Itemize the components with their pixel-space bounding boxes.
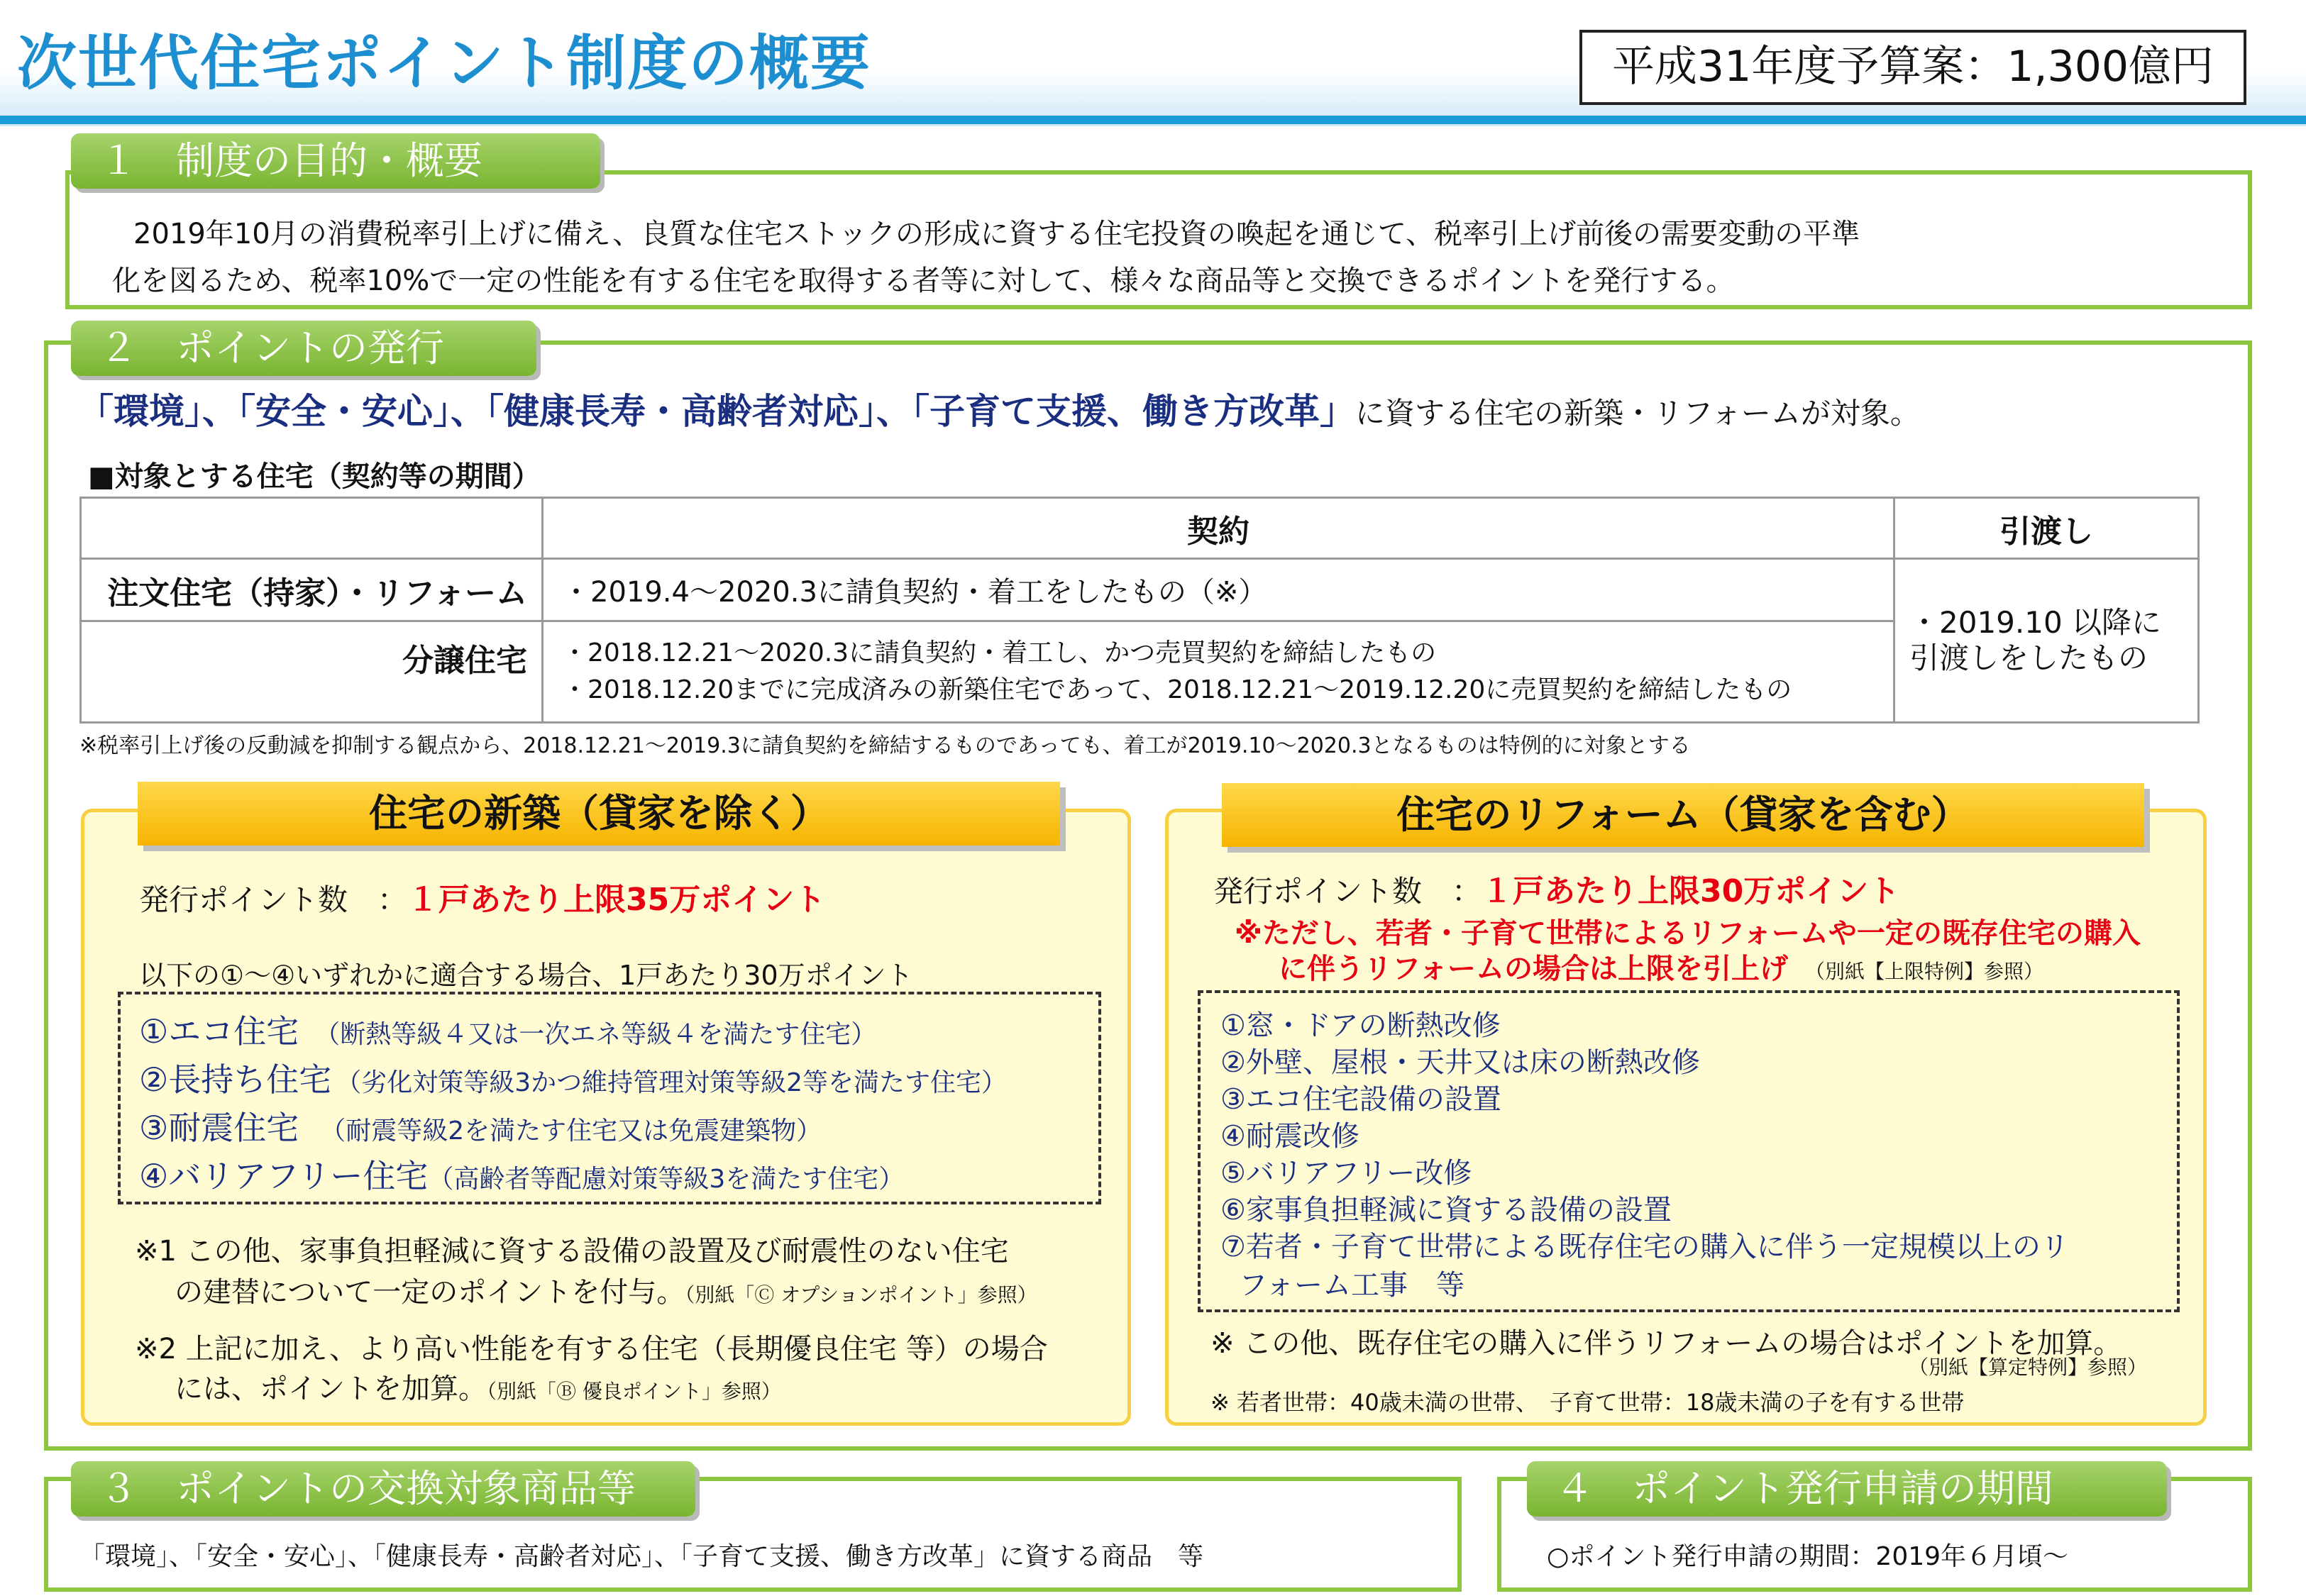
table-heading: ■対象とする住宅（契約等の期間） [88, 460, 541, 493]
section-3-text: 「環境」、「安全・安心」、「健康長寿・高齢者対応」、「子育て支援、働き方改革」に資する商品 等 [79, 1542, 1204, 1571]
section-1-text-line-1: 2019年10月の消費税率引上げに備え、良質な住宅ストックの形成に資する住宅投資の喚起を通じて、税率引上げ前後の需要変動の平準 [133, 218, 1860, 250]
table-footnote: ※税率引上げ後の反動減を抑制する観点から、2018.12.21～2019.3に請負契約を締結するものであっても、着工が2019.10～2020.3となるものは特例的に対象とする [79, 733, 1691, 758]
criteria-1-sub: （断熱等級４又は一次エネ等級４を満たす住宅） [314, 1020, 877, 1049]
new-build-note-1b-text: の建替について一定のポイントを付与。 [175, 1276, 685, 1309]
table-delivery-line-2: 引渡しをしたもの [1909, 641, 2148, 675]
new-build-note-2b [175, 1366, 781, 1407]
criteria-4-sub: （高齢者等配慮対策等級3を満たす住宅） [428, 1165, 905, 1194]
table-cell-delivery [1894, 559, 2199, 723]
page-title: 次世代住宅ポイント制度の概要 [17, 28, 872, 98]
reform-caveat-1: ※ただし、若者・子育て世帯によるリフォームや一定の既存住宅の購入 [1235, 917, 2141, 950]
criteria-3-main: ③耐震住宅 [139, 1109, 299, 1147]
criteria-2-sub: （劣化対策等級3かつ維持管理対策等級2等を満たす住宅） [336, 1068, 1008, 1097]
section-4-tab: ４ ポイント発行申請の期間 [1527, 1461, 2167, 1517]
table-header-contract: 契約 [543, 498, 1894, 559]
table-cell-condo-contract [543, 621, 1894, 723]
reform-item-6: ⑥家事負担軽減に資する設備の設置 [1220, 1194, 1672, 1226]
criteria-2-main: ②長持ち住宅 [139, 1060, 332, 1099]
new-build-note-1-ref: （別紙「Ⓒ オプションポイント」参照） [685, 1283, 1037, 1307]
new-build-note-1b [175, 1270, 1037, 1310]
reform-caveat-2 [1279, 946, 2043, 987]
reform-note-2: ※ 若者世帯：40歳未満の世帯、 子育て世帯：18歳未満の子を有する世帯 [1210, 1389, 1965, 1416]
budget-box: 平成31年度予算案：1,300億円 [1579, 30, 2246, 105]
new-build-points-label: 発行ポイント数 ： [139, 882, 408, 917]
reform-item-5: ⑤バリアフリー改修 [1220, 1157, 1472, 1190]
reform-points [1213, 865, 1899, 911]
reform-points-label: 発行ポイント数 ： [1213, 874, 1482, 909]
criteria-3-sub: （耐震等級2を満たす住宅又は免震建築物） [320, 1116, 822, 1146]
new-build-criteria-1 [139, 1006, 876, 1053]
reform-item-7-cont: フォーム工事 等 [1239, 1269, 1464, 1302]
reform-note-1: ※ この他、既存住宅の購入に伴うリフォームの場合はポイントを加算。 [1210, 1327, 2122, 1360]
new-build-note-2b-text: には、ポイントを加算。 [175, 1373, 487, 1405]
new-build-points [139, 874, 825, 919]
reform-note-1-ref: （別紙【算定特例】参照） [1909, 1356, 2148, 1379]
section-2-lead-themes: 「環境」、「安全・安心」、「健康長寿・高齢者対応」、「子育て支援、働き方改革」 [78, 391, 1355, 432]
table-row-label-condo: 分譲住宅 [81, 621, 543, 723]
table-delivery-line-1: ・2019.10 以降に [1909, 605, 2162, 640]
reform-item-1: ①窓・ドアの断熱改修 [1220, 1009, 1501, 1042]
section-4-text: ○ポイント発行申請の期間：2019年６月頃～ [1547, 1542, 2069, 1571]
new-build-criteria-3 [139, 1102, 822, 1149]
reform-banner: 住宅のリフォーム（貸家を含む） [1222, 783, 2144, 847]
reform-points-value: １戸あたり上限30万ポイント [1482, 873, 1900, 909]
criteria-4-main: ④バリアフリー住宅 [139, 1157, 429, 1195]
new-build-criteria-2 [139, 1054, 1007, 1101]
section-2-lead [78, 383, 1920, 434]
section-3-tab: ３ ポイントの交換対象商品等 [71, 1461, 695, 1517]
reform-item-4: ④耐震改修 [1220, 1120, 1359, 1153]
section-1-tab: １ 制度の目的・概要 [71, 133, 600, 189]
new-build-note-2a: ※2 上記に加え、より高い性能を有する住宅（長期優良住宅 等）の場合 [135, 1333, 1048, 1365]
table-condo-line-1: ・2018.12.21～2020.3に請負契約・着工し、かつ売買契約を締結したもの [562, 638, 1437, 667]
table-cell-custom-home-contract: ・2019.4～2020.3に請負契約・着工をしたもの（※） [543, 559, 1894, 621]
reform-item-3: ③エコ住宅設備の設置 [1220, 1083, 1501, 1116]
table-header-delivery: 引渡し [1894, 498, 2199, 559]
new-build-note-2-ref: （別紙「Ⓑ 優良ポイント」参照） [487, 1380, 781, 1403]
table-row-label-custom-home: 注文住宅（持家）・リフォーム [81, 559, 543, 621]
reform-caveat-2-text: に伴うリフォームの場合は上限を引上げ [1279, 953, 1788, 985]
new-build-note-1a: ※1 この他、家事負担軽減に資する設備の設置及び耐震性のない住宅 [135, 1235, 1009, 1268]
new-build-banner: 住宅の新築（貸家を除く） [138, 782, 1060, 846]
section-1-text-line-2: 化を図るため、税率10%で一定の性能を有する住宅を取得する者等に対して、様々な商品等と交換できるポイントを発行する。 [112, 265, 1735, 297]
reform-item-2: ②外壁、屋根・天井又は床の断熱改修 [1220, 1046, 1700, 1079]
criteria-1-main: ①エコ住宅 [139, 1012, 299, 1051]
section-2-tab: ２ ポイントの発行 [71, 321, 536, 376]
reform-item-7: ⑦若者・子育て世帯による既存住宅の購入に伴う一定規模以上のリ [1220, 1231, 2069, 1263]
table-corner-cell [81, 498, 543, 559]
section-2-lead-rest: に資する住宅の新築・リフォームが対象。 [1355, 396, 1920, 431]
title-underline [0, 116, 2306, 124]
new-build-intro: 以下の①～④いずれかに適合する場合、1戸あたり30万ポイント [139, 960, 913, 991]
new-build-points-value: １戸あたり上限35万ポイント [407, 882, 826, 918]
table-condo-line-2: ・2018.12.20までに完成済みの新築住宅であって、2018.12.21～2019.12.20に売買契約を締結したもの [562, 675, 1792, 704]
reform-caveat-ref: （別紙【上限特例】参照） [1805, 960, 2044, 983]
new-build-criteria-4 [139, 1151, 904, 1197]
target-housing-table [79, 497, 2200, 724]
